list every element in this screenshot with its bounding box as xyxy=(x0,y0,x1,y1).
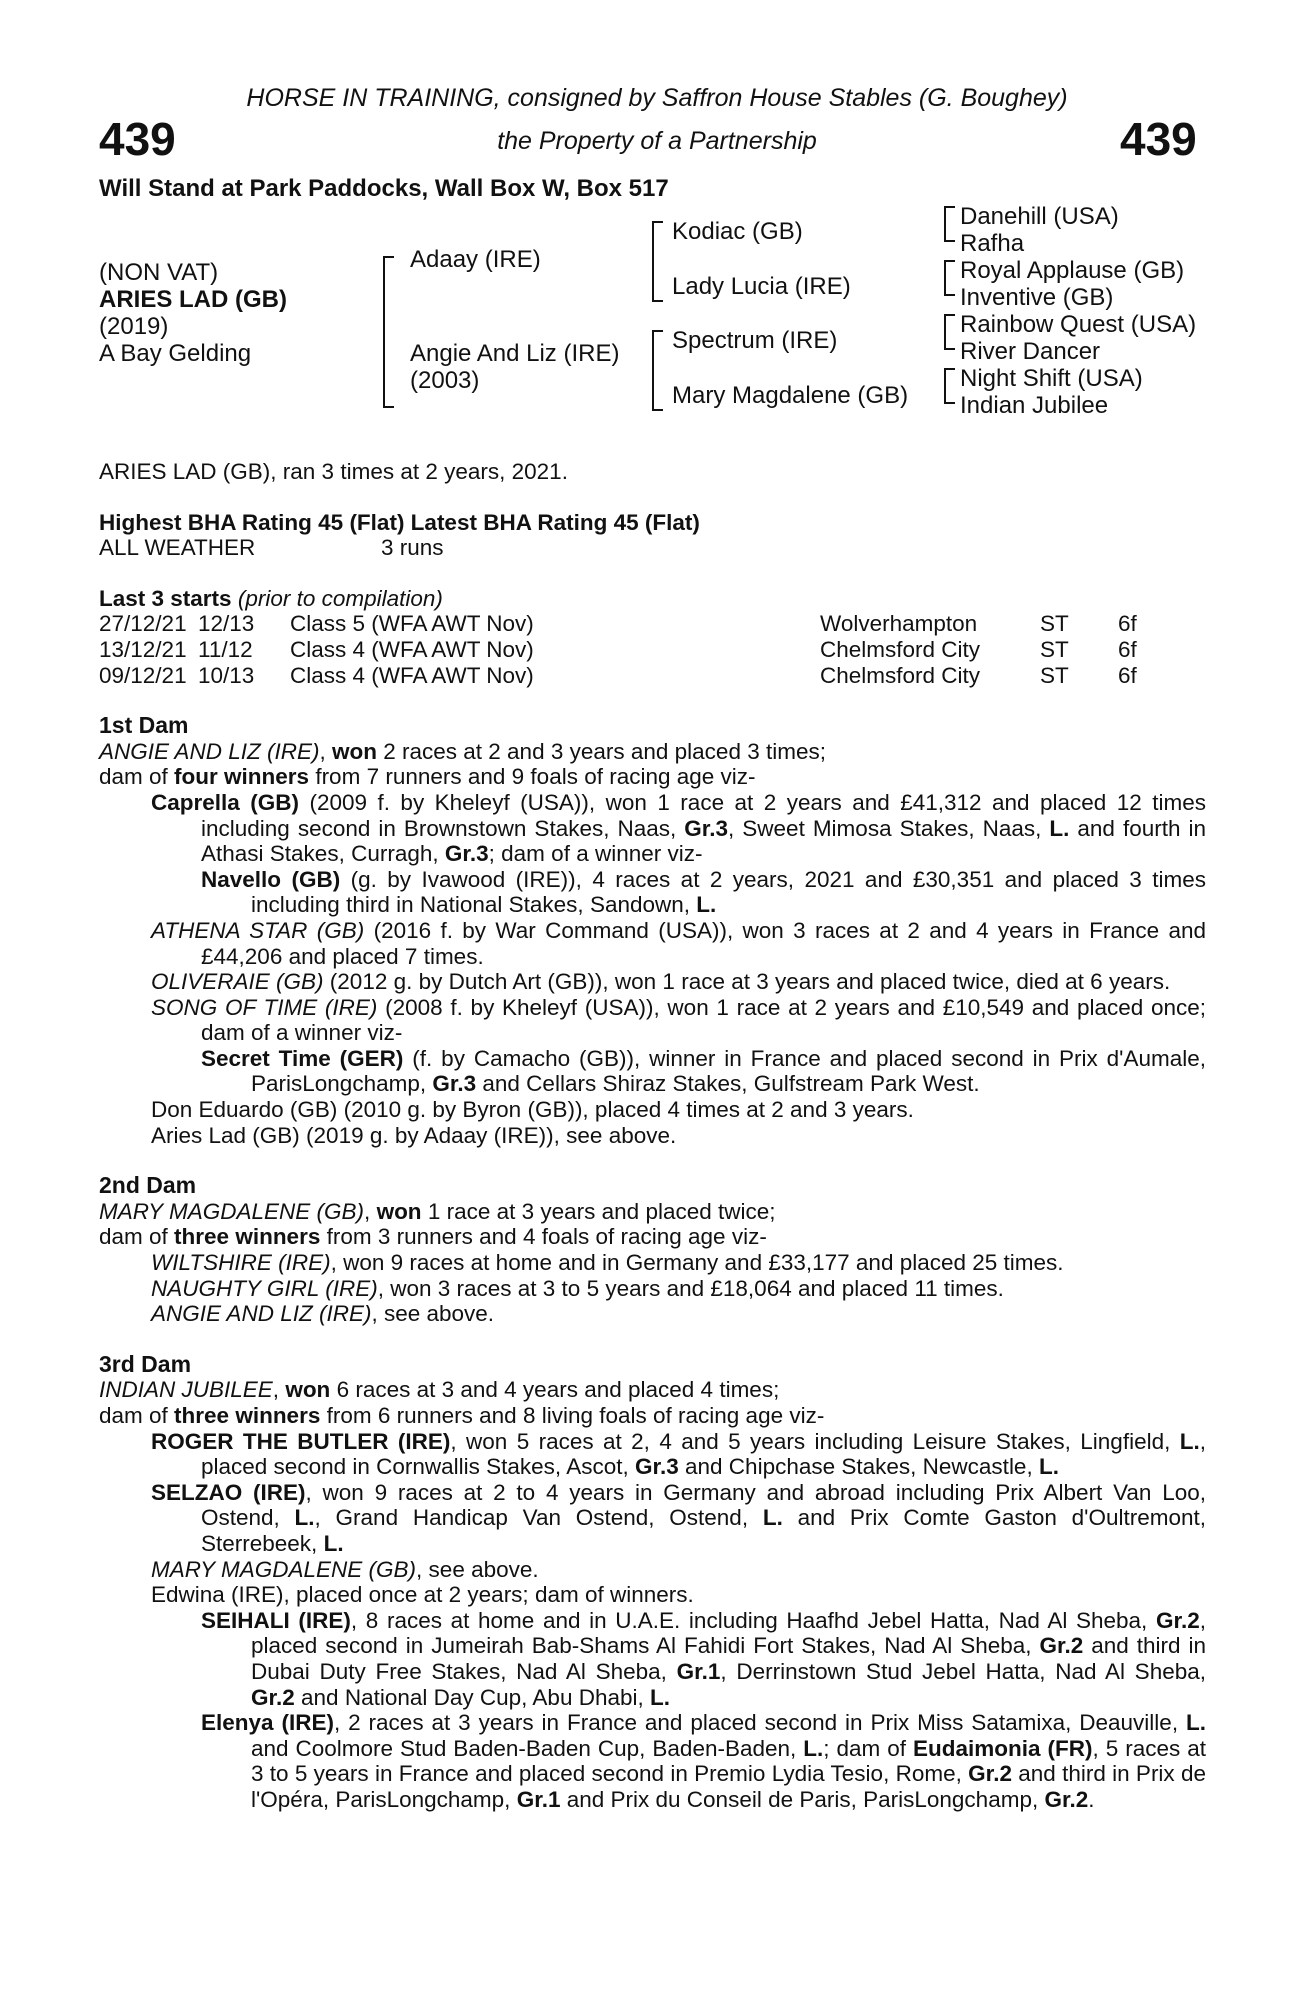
start-position: 11/12 xyxy=(198,636,253,662)
pedigree-dam-year: (2003) xyxy=(410,367,480,394)
second-dam-title: 2nd Dam xyxy=(99,1172,197,1199)
pedigree-g4: Inventive (GB) xyxy=(960,284,1114,311)
pedigree-brace-main xyxy=(383,256,385,408)
produce-secret-time: Secret Time (GER) (f. by Camacho (GB)), winner in France and placed second in Prix d'Aumale, ParisLongchamp, Gr.3 and Cellars Shiraz Stakes, Gulfstream Park West. xyxy=(201,1045,1206,1097)
start-position: 12/13 xyxy=(198,611,255,637)
second-dam-record: MARY MAGDALENE (GB), won 1 race at 3 years and placed twice; xyxy=(99,1198,776,1224)
start-course: Chelmsford City xyxy=(820,662,981,688)
pedigree-brace-g2 xyxy=(944,260,946,296)
start-date: 27/12/21 xyxy=(99,611,187,637)
produce-elenya: Elenya (IRE), 2 races at 3 years in France and placed second in Prix Miss Satamixa, Deauville, L. and Coolmore Stud Baden-Baden Cup, Baden-Baden, L.; dam of Eudaimonia (FR), 5 races at 3 to 5 years in France and placed second in Premio Lydia Tesio, Rome, Gr.2 and third in Prix de l'Opéra, ParisLongchamp, Gr.1 and Prix du Conseil de Paris, ParisLongchamp, Gr.2. xyxy=(201,1710,1206,1812)
produce-naughty-girl: NAUGHTY GIRL (IRE), won 3 races at 3 to 5 years and £18,064 and placed 11 times. xyxy=(151,1275,1004,1301)
lot-number-right: 439 xyxy=(1120,113,1197,165)
pedigree-g8: Indian Jubilee xyxy=(960,392,1109,419)
pedigree-sire-sire: Kodiac (GB) xyxy=(672,218,803,245)
pedigree-g3: Royal Applause (GB) xyxy=(960,257,1185,284)
start-going: ST xyxy=(1040,611,1069,637)
produce-navello: Navello (GB) (g. by Ivawood (IRE)), 4 races at 2 years, 2021 and £30,351 and placed 3 times including third in National Stakes, Sandown, L. xyxy=(201,866,1206,918)
pedigree-dam: Angie And Liz (IRE) xyxy=(410,340,620,367)
produce-mary-magdalene: MARY MAGDALENE (GB), see above. xyxy=(151,1556,539,1582)
start-date: 09/12/21 xyxy=(99,662,187,688)
start-date: 13/12/21 xyxy=(99,636,187,662)
property-line: the Property of a Partnership xyxy=(497,127,817,155)
pedigree-g6: River Dancer xyxy=(960,338,1101,365)
pedigree-g5: Rainbow Quest (USA) xyxy=(960,311,1197,338)
pedigree-brace-g3 xyxy=(944,314,946,350)
first-dam-title: 1st Dam xyxy=(99,712,189,739)
produce-angie-and-liz: ANGIE AND LIZ (IRE), see above. xyxy=(151,1301,495,1327)
pedigree-g1: Danehill (USA) xyxy=(960,203,1119,230)
produce-athena-star: ATHENA STAR (GB) (2016 f. by War Command (USA)), won 3 races at 2 and 4 years in France and £44,206 and placed 7 times. xyxy=(151,917,1207,969)
start-row xyxy=(99,637,1206,663)
lot-number-left: 439 xyxy=(99,113,176,165)
first-dam-record: ANGIE AND LIZ (IRE), won 2 races at 2 and 3 years and placed 3 times; xyxy=(99,738,826,764)
start-row xyxy=(99,611,1206,637)
produce-selzao: SELZAO (IRE), won 9 races at 2 to 4 years in Germany and abroad including Prix Albert Van Loo, Ostend, L., Grand Handicap Van Ostend, Ostend, L. and Prix Comte Gaston d'Oultremont, Sterrebeek, L. xyxy=(151,1479,1207,1556)
start-distance: 6f xyxy=(1118,636,1137,662)
third-dam-title: 3rd Dam xyxy=(99,1350,192,1377)
start-distance: 6f xyxy=(1118,662,1137,688)
rating-row xyxy=(99,535,1206,561)
first-dam-name: ANGIE AND LIZ (IRE) xyxy=(99,738,320,764)
pedigree-sire-dam: Lady Lucia (IRE) xyxy=(672,273,851,300)
catalogue-body xyxy=(99,459,1206,1813)
start-distance: 6f xyxy=(1118,611,1137,637)
pedigree-sire: Adaay (IRE) xyxy=(410,246,541,273)
horse-name: ARIES LAD (GB) xyxy=(99,286,287,313)
horse-year: (2019) xyxy=(99,313,169,340)
pedigree-brace-g4 xyxy=(944,368,946,404)
produce-oliveraie: OLIVERAIE (GB) (2012 g. by Dutch Art (GB)), won 1 race at 3 years and placed twice, died at 6 years. xyxy=(151,969,1171,995)
rating-runs: 3 runs xyxy=(381,535,444,561)
pedigree-brace-sire xyxy=(652,221,654,302)
start-course: Chelmsford City xyxy=(820,636,981,662)
start-going: ST xyxy=(1040,636,1069,662)
race-summary: ARIES LAD (GB), ran 3 times at 2 years, 2021. xyxy=(99,459,568,484)
pedigree-brace-g1 xyxy=(944,206,946,242)
starts-heading xyxy=(99,586,1206,612)
consignor-line: HORSE IN TRAINING, consigned by Saffron House Stables (G. Boughey) xyxy=(246,84,1068,112)
pedigree-dam-dam: Mary Magdalene (GB) xyxy=(672,382,909,409)
produce-roger-the-butler: ROGER THE BUTLER (IRE), won 5 races at 2, 4 and 5 years including Leisure Stakes, Lingfield, L., placed second in Cornwallis Stakes, Ascot, Gr.3 and Chipchase Stakes, Newcastle, L. xyxy=(151,1428,1206,1480)
produce-caprella: Caprella (GB) (2009 f. by Kheleyf (USA)), won 1 race at 2 years and £41,312 and placed 12 times including second in Brownstown Stakes, Naas, Gr.3, Sweet Mimosa Stakes, Naas, L. and fourth in Athasi Stakes, Curragh, Gr.3; dam of a winner viz- xyxy=(151,789,1207,867)
start-position: 10/13 xyxy=(198,662,255,688)
produce-aries-lad: Aries Lad (GB) (2019 g. by Adaay (IRE)), see above. xyxy=(151,1122,677,1148)
third-dam-produce: dam of three winners from 6 runners and 8 living foals of racing age viz- xyxy=(99,1403,825,1428)
start-race: Class 4 (WFA AWT Nov) xyxy=(290,636,534,662)
rating-title: Highest BHA Rating 45 (Flat) Latest BHA Rating 45 (Flat) xyxy=(99,509,700,535)
pedigree-g7: Night Shift (USA) xyxy=(960,365,1143,392)
starts-note: (prior to compilation) xyxy=(237,585,443,611)
start-row xyxy=(99,663,1206,689)
start-course: Wolverhampton xyxy=(820,611,978,637)
produce-seihali: SEIHALI (IRE), 8 races at home and in U.A.E. including Haafhd Jebel Hatta, Nad Al Sheba, Gr.2, placed second in Jumeirah Bab-Shams Al Fahidi Fort Stakes, Nad Al Sheba, Gr.2 and third in Dubai Duty Free Stakes, Nad Al Sheba, Gr.1, Derrinstown Stud Jebel Hatta, Nad Al Sheba, Gr.2 and National Day Cup, Abu Dhabi, L. xyxy=(201,1607,1207,1710)
rating-surface: ALL WEATHER xyxy=(99,535,256,561)
pedigree-g2: Rafha xyxy=(960,230,1025,257)
third-dam-record: INDIAN JUBILEE, won 6 races at 3 and 4 years and placed 4 times; xyxy=(99,1377,780,1403)
vat-status: (NON VAT) xyxy=(99,259,219,286)
pedigree-brace-dam xyxy=(652,330,654,411)
start-going: ST xyxy=(1040,662,1069,688)
pedigree-dam-sire: Spectrum (IRE) xyxy=(672,327,838,354)
second-dam-produce: dam of three winners from 3 runners and 4 foals of racing age viz- xyxy=(99,1224,767,1250)
start-race: Class 4 (WFA AWT Nov) xyxy=(290,662,534,688)
produce-song-of-time: SONG OF TIME (IRE) (2008 f. by Kheleyf (USA)), won 1 race at 2 years and £10,549 and placed once; dam of a winner viz- xyxy=(151,994,1206,1046)
horse-description: A Bay Gelding xyxy=(99,340,252,367)
stand-location: Will Stand at Park Paddocks, Wall Box W, Box 517 xyxy=(99,175,669,202)
starts-title: Last 3 starts xyxy=(99,585,232,611)
produce-don-eduardo: Don Eduardo (GB) (2010 g. by Byron (GB)), placed 4 times at 2 and 3 years. xyxy=(151,1097,914,1123)
produce-wiltshire: WILTSHIRE (IRE), won 9 races at home and in Germany and £33,177 and placed 25 times. xyxy=(151,1250,1064,1276)
start-race: Class 5 (WFA AWT Nov) xyxy=(290,611,534,637)
first-dam-produce: dam of four winners from 7 runners and 9 foals of racing age viz- xyxy=(99,764,756,790)
produce-edwina: Edwina (IRE), placed once at 2 years; dam of winners. xyxy=(151,1582,694,1608)
